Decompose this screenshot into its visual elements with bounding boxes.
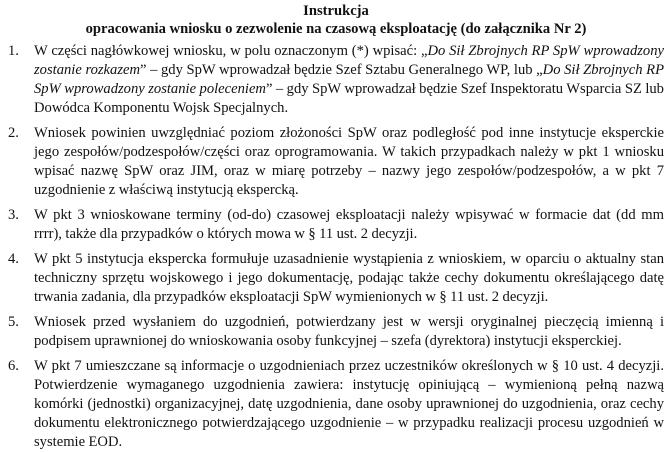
list-item-text: Wniosek powinien uwzględniać poziom złożoności SpW oraz podległość pod inne instytucje eksperckie jego zespołów/podzespołów/części oraz oprogramowania. W takich przypadkach należy w pkt 1 wniosku wpisać nazwę SpW oraz JIM, oraz w miarę potrzeby – nazwy jego zespołów/podzespołów, a w pkt 7 uzgodnienie z właściwą instytucją ekspercką. (34, 125, 664, 198)
list-item-number: 4. (8, 251, 19, 267)
list-item-text-part: ” – gdy SpW wprowadzał będzie Szef Inspektoratu Wsparcia SZ lub Dowódca Komponentu Wojsk Specjalnych. (34, 81, 664, 116)
document-title-line2: opracowania wniosku o zezwolenie na czasową eksploatację (do załącznika Nr 2) (85, 21, 587, 37)
list-item-text-part: ” – gdy SpW wprowadzał będzie Szef Sztabu Generalnego WP, lub „ (140, 62, 543, 78)
list-item (8, 206, 664, 244)
list-item-quote: Do Sił Zbrojnych RP SpW wprowadzony zostanie poleceniem (34, 62, 664, 97)
list-item-quote: Do Sił Zbrojnych RP SpW wprowadzony zostanie rozkazem (34, 43, 665, 78)
list-item-text: W pkt 7 umieszczane są informacje o uzgodnieniach przez uczestników określonych w § 10 ust. 4 decyzji. Potwierdzenie wymaganego uzgodnienia zawiera: instytucję opiniującą – wymienioną pełną nazwą komórki (jednostki) organizacyjnej, datę uzgodnienia, dane osoby uprawnionej do uzgodnienia, oraz cechy dokumentu elektronicznego potwierdzającego uzgodnienie – w przypadku realizacji procesu uzgodnień w systemie EOD. (34, 358, 664, 450)
list-item-text: W pkt 5 instytucja ekspercka formułuje uzasadnienie wystąpienia z wnioskiem, w oparciu o aktualny stan techniczny sprzętu wojskowego i jego dokumentację, podając także cechy dokumentu określającego datę trwania zadania, dla przypadków eksploatacji SpW wymienionych w § 11 ust. 2 decyzji. (34, 251, 664, 305)
list-item-number: 1. (8, 43, 19, 59)
list-item-text-part: W części nagłówkowej wniosku, w polu oznaczonym (*) wpisać: „ (34, 43, 428, 59)
list-item-text (34, 42, 664, 118)
list-item (8, 42, 664, 118)
list-item-text: W pkt 3 wnioskowane terminy (od-do) czasowej eksploatacji należy wpisywać w formacie dat (dd mm rrrr), także dla przypadków o których mowa w § 11 ust. 2 decyzji. (34, 207, 664, 242)
instruction-list (8, 42, 664, 452)
list-item (8, 313, 664, 351)
list-item-number: 2. (8, 125, 19, 141)
list-item-number: 3. (8, 207, 19, 223)
list-item-number: 5. (8, 314, 19, 330)
list-item-number: 6. (8, 358, 19, 374)
list-item (8, 250, 664, 307)
list-item (8, 357, 664, 452)
list-item-text: Wniosek przed wysłaniem do uzgodnień, potwierdzany jest w wersji oryginalnej pieczęcią imienną i podpisem uprawnionej do wnioskowania osoby funkcyjnej – szefa (dyrektora) instytucji eksperckiej. (34, 314, 664, 349)
list-item (8, 124, 664, 200)
document-title-line1: Instrukcja (303, 3, 369, 19)
